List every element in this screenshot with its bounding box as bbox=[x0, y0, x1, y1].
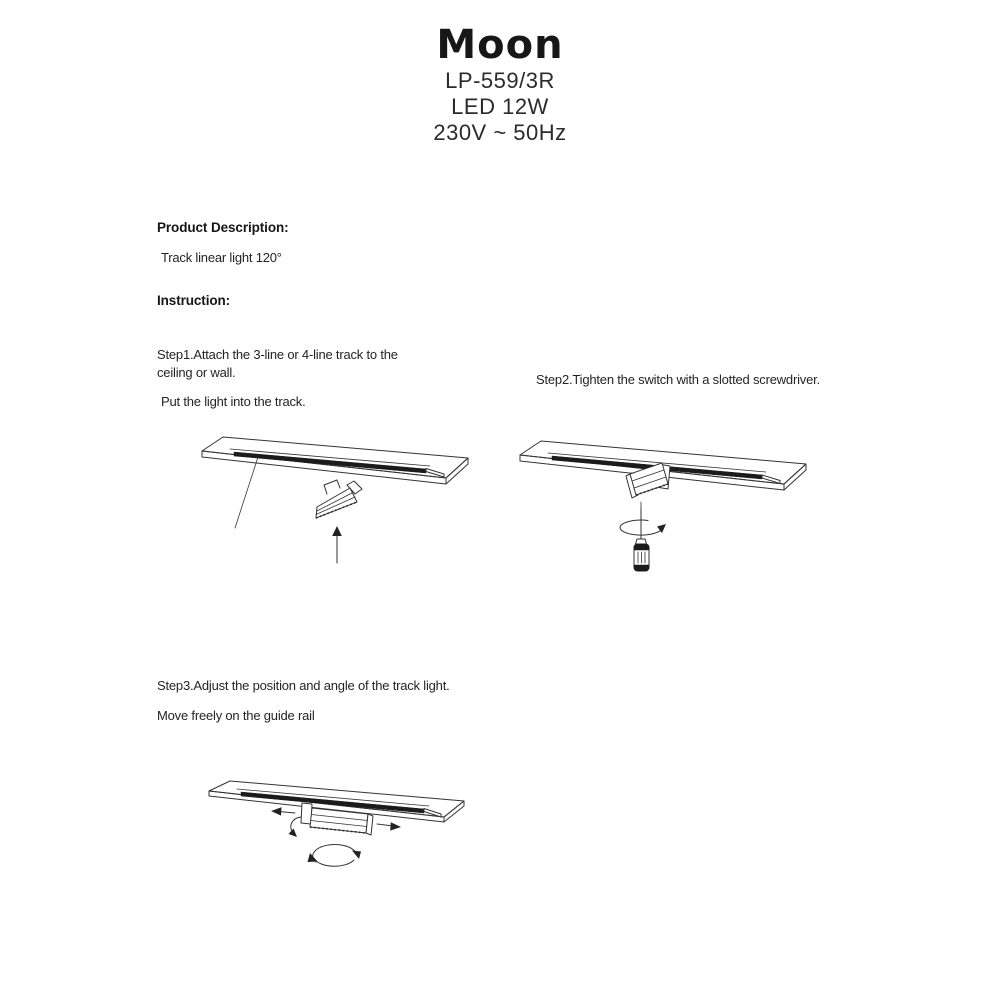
track-slot bbox=[234, 452, 426, 473]
step2-diagram bbox=[510, 432, 810, 580]
step2-text: Step2.Tighten the switch with a slotted screwdriver. bbox=[536, 372, 820, 387]
track-adapter-tab bbox=[324, 480, 340, 494]
step3-text: Step3.Adjust the position and angle of the track light. bbox=[157, 678, 450, 693]
product-description-label: Product Description: bbox=[157, 220, 289, 235]
step1-note: Put the light into the track. bbox=[161, 394, 306, 409]
light-module bbox=[316, 480, 362, 518]
screwdriver bbox=[620, 502, 666, 571]
model-number: LP-559/3R bbox=[445, 68, 555, 93]
tilt-arrow bbox=[289, 817, 302, 837]
insert-arrow bbox=[332, 526, 342, 563]
step1-text: Step1.Attach the 3-line or 4-line track to the ceiling or wall. bbox=[157, 347, 398, 380]
step3-note: Move freely on the guide rail bbox=[157, 708, 315, 723]
instruction-label: Instruction: bbox=[157, 293, 231, 308]
step3-diagram bbox=[195, 772, 485, 877]
leader-line bbox=[235, 457, 258, 528]
slide-left-arrow bbox=[271, 807, 295, 815]
slide-right-arrow bbox=[377, 822, 401, 830]
handle-neck bbox=[636, 539, 647, 544]
power-rating: LED 12W bbox=[451, 94, 549, 119]
header bbox=[0, 22, 1000, 146]
rotation-cycle-arrow bbox=[308, 844, 362, 866]
light-module bbox=[626, 463, 670, 498]
track-rail bbox=[202, 437, 468, 484]
step1-diagram bbox=[190, 426, 485, 571]
product-title: Moon bbox=[436, 22, 564, 68]
product-description-value: Track linear light 120° bbox=[161, 250, 282, 265]
voltage-rating: 230V ~ 50Hz bbox=[433, 120, 567, 145]
